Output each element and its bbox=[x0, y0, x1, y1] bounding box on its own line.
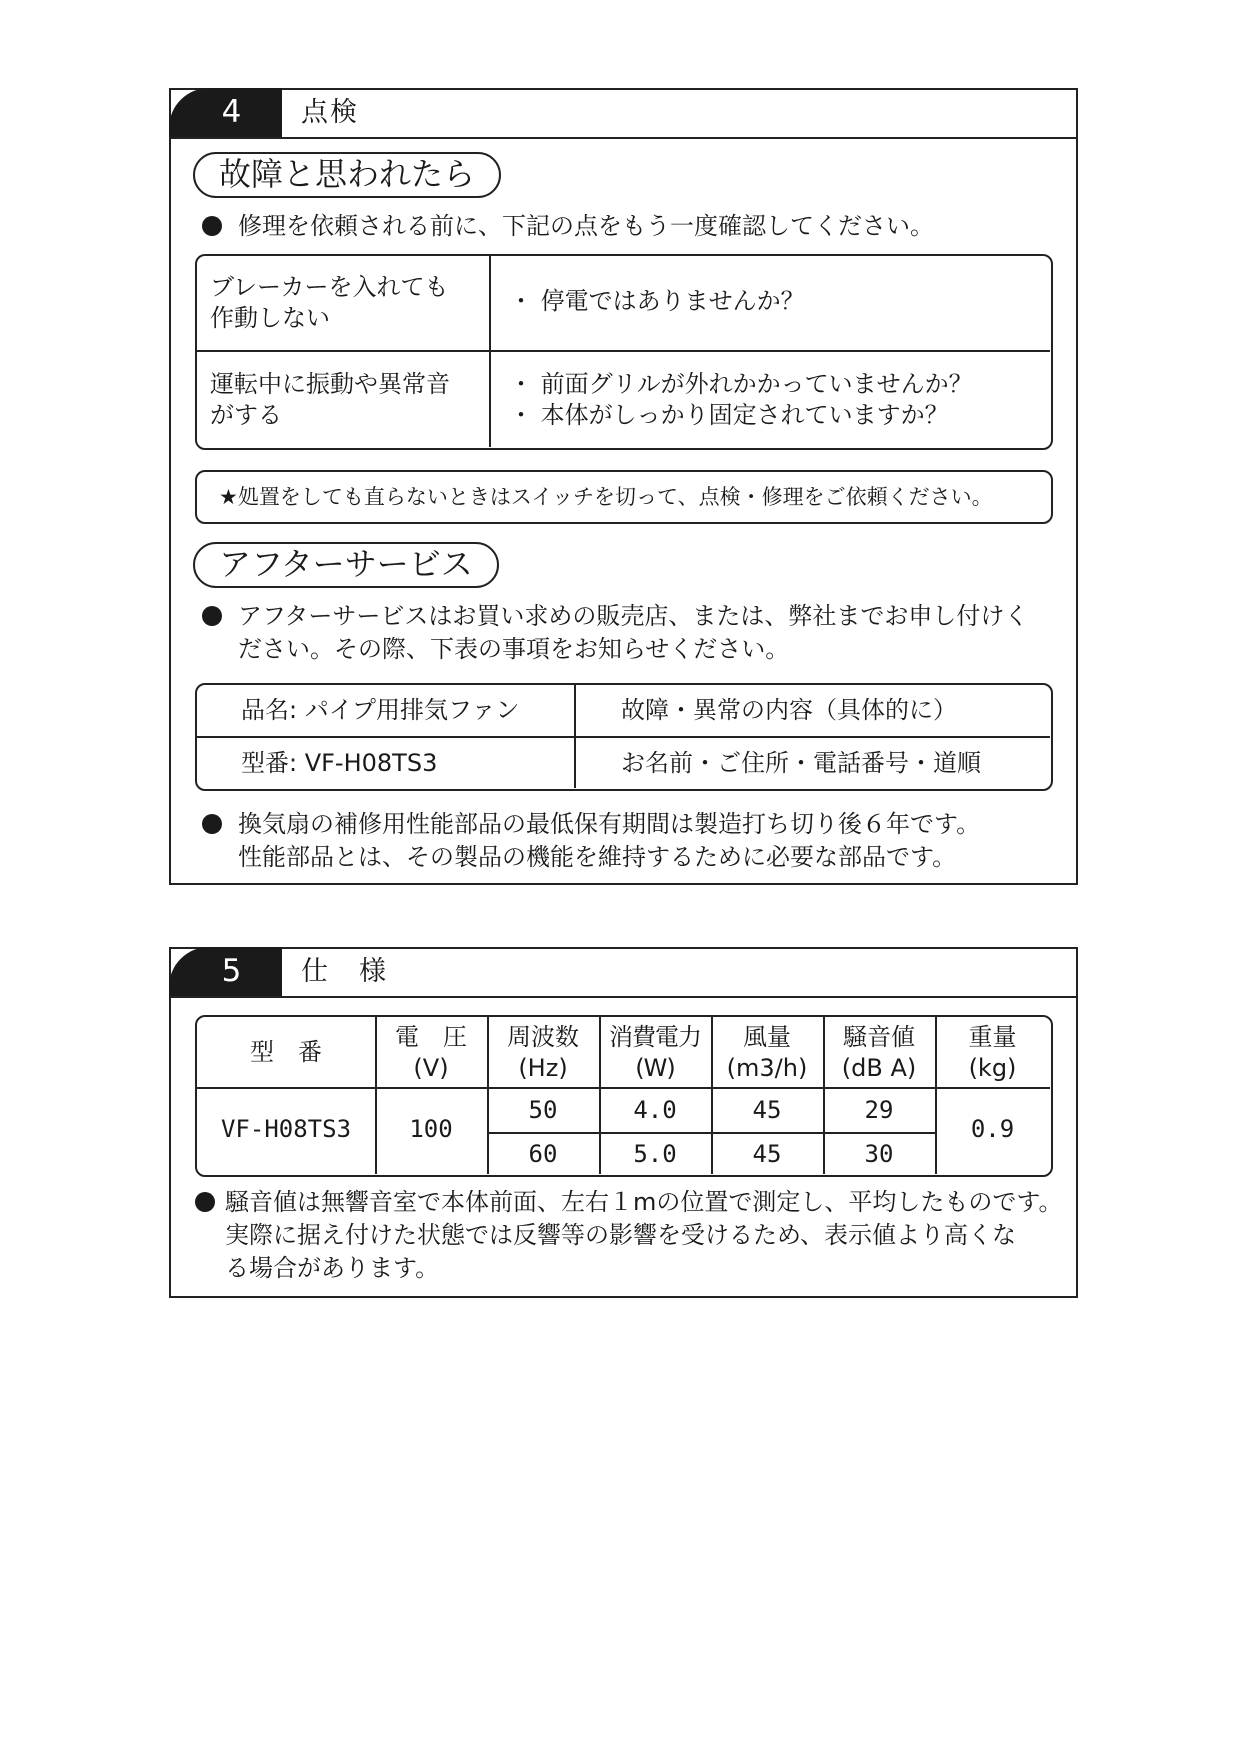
product-model: 型番: VF-H08TS3 bbox=[241, 749, 438, 777]
spec-table bbox=[195, 1015, 1053, 1177]
after-service-heading: アフターサービス bbox=[193, 542, 499, 588]
header-voltage: 電 圧 (V) bbox=[395, 1023, 467, 1082]
product-name: 品名: パイプ用排気ファン bbox=[241, 696, 520, 724]
fault-detail: 故障・異常の内容（具体的に） bbox=[621, 696, 957, 724]
section-header bbox=[171, 949, 1076, 998]
contact-info: お名前・ご住所・電話番号・道順 bbox=[621, 749, 981, 777]
noise-value: 29 bbox=[864, 1096, 894, 1124]
check-cell: ・ 前面グリルが外れかかっていませんか？ ・ 本体がしっかり固定されていますか？ bbox=[509, 370, 973, 429]
frequency-value: 60 bbox=[528, 1140, 558, 1168]
header-airflow: 風量 (m3/h) bbox=[726, 1023, 808, 1082]
power-value: 4.0 bbox=[633, 1096, 677, 1124]
bullet-icon bbox=[202, 814, 222, 834]
section-number: 5 bbox=[169, 947, 282, 996]
symptom-cell: ブレーカーを入れても 作動しない bbox=[210, 273, 449, 332]
bullet-icon bbox=[195, 1192, 215, 1212]
service-info-table bbox=[195, 683, 1053, 791]
header-power: 消費電力 (W) bbox=[609, 1023, 701, 1082]
section-title: 点検 bbox=[301, 97, 359, 128]
repair-note-box bbox=[195, 470, 1053, 524]
power-value: 5.0 bbox=[633, 1140, 677, 1168]
section-number: 4 bbox=[169, 88, 282, 137]
section-specifications: 5 仕 様 型 番 電 圧 (V) 周波数 (Hz) 消費電力 (W) 風量 (m3/h) 騒音値 (dB A) 重量 (kg) VF-H08TS3 100 0.9 50 4.0 45 29 60 5.0 45 30 騒音値は無響音室で本体前面、左右１mの位置で測定し、平均したものです。 実際に据え付けた状態では反響等の影響を受けるため、表示値より高くな る場合があります。 bbox=[169, 947, 1078, 1298]
header-frequency: 周波数 (Hz) bbox=[507, 1023, 579, 1082]
noise-value: 30 bbox=[864, 1140, 894, 1168]
bullet-icon bbox=[202, 216, 222, 236]
section-header bbox=[171, 90, 1076, 139]
troubleshooting-table bbox=[195, 254, 1053, 450]
header-model: 型 番 bbox=[250, 1038, 322, 1066]
trouble-heading: 故障と思われたら bbox=[193, 152, 501, 198]
model-value: VF-H08TS3 bbox=[220, 1115, 352, 1143]
weight-value: 0.9 bbox=[970, 1115, 1015, 1143]
check-cell: ・ 停電ではありませんか？ bbox=[509, 287, 805, 315]
voltage-value: 100 bbox=[409, 1115, 453, 1143]
header-weight: 重量 (kg) bbox=[968, 1023, 1017, 1082]
section-inspection: 4 点検 故障と思われたら 修理を依頼される前に、下記の点をもう一度確認してください。 ブレーカーを入れても 作動しない ・ 停電ではありませんか？ 運転中に振動や異常音 がする ・ 前面グリルが外れかかっていませんか？ ・ 本体がしっかり固定されていますか？ ★処置をしても直らないときはスイッチを切って、点検・修理をご依頼ください。 アフターサービス アフターサービスはお買い求めの販売店、または、弊社までお申し付けく ださい。その際、下表の事項をお知らせください。 品名: パイプ用排気ファン 故障・異常の内容（具体的に） 型番: VF-H08TS3 お名前・ご住所・電話番号・道順 換気扇の補修用性能部品の最低保有期間は製造打ち切り後６年です。 性能部品とは、その製品の機能を維持するために必要な部品です。 bbox=[169, 88, 1078, 885]
repair-note: ★処置をしても直らないときはスイッチを切って、点検・修理をご依頼ください。 bbox=[219, 485, 993, 509]
section-title: 仕 様 bbox=[301, 956, 388, 987]
airflow-value: 45 bbox=[752, 1096, 782, 1124]
airflow-value: 45 bbox=[752, 1140, 782, 1168]
bullet-icon bbox=[202, 606, 222, 626]
symptom-cell: 運転中に振動や異常音 がする bbox=[210, 370, 450, 429]
frequency-value: 50 bbox=[528, 1096, 558, 1124]
header-noise: 騒音値 (dB A) bbox=[841, 1023, 917, 1082]
